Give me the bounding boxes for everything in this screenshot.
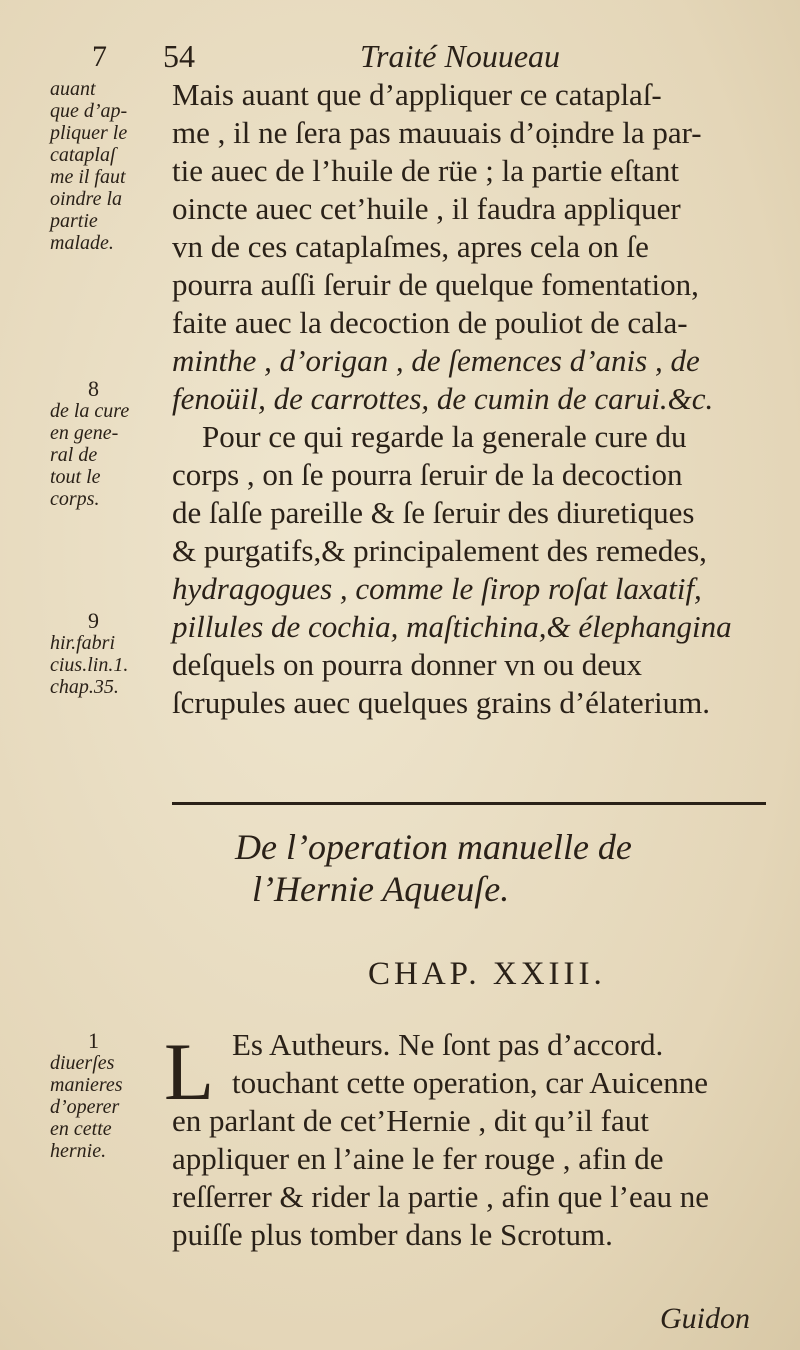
text-line: vn de ces cataplaſmes, apres cela on ſe xyxy=(172,229,649,264)
running-title: Traité Nouueau xyxy=(360,38,561,74)
text-line: minthe , d’origan , de ſemences d’anis , de xyxy=(172,343,700,378)
text-line: fenoüil, de carrottes, de cumin de carui.&c. xyxy=(172,381,714,416)
text-line: & purgatifs,& principalement des remedes, xyxy=(172,533,707,568)
text-line: pillules de cochia, maſtichina,& élephangina xyxy=(172,609,732,644)
text-line: puiſſe plus tomber dans le Scrotum. xyxy=(172,1217,613,1252)
margin-note-line: en cette xyxy=(50,1118,112,1140)
margin-note xyxy=(50,378,175,510)
margin-note-line: malade. xyxy=(50,232,114,254)
main-text-block xyxy=(172,76,772,722)
text-line: me , il ne ſera pas mauuais d’oịndre la par- xyxy=(172,115,702,150)
margin-note-line: partie xyxy=(50,210,98,232)
section-title: De l’operation manuelle de xyxy=(235,827,632,867)
margin-note-number: 1 xyxy=(88,1028,99,1053)
margin-note-line: manieres xyxy=(50,1074,123,1096)
margin-note xyxy=(50,1030,175,1162)
margin-note-line: hernie. xyxy=(50,1140,107,1162)
margin-note-line: me il faut xyxy=(50,166,126,188)
running-head xyxy=(0,34,800,74)
text-line: en parlant de cet’Hernie , dit qu’il faut xyxy=(172,1103,649,1138)
page-number: 54 xyxy=(163,38,195,74)
chapter-heading: CHAP. XXIII. xyxy=(368,956,606,992)
text-line: oincte auec cet’huile , il faudra appliquer xyxy=(172,191,681,226)
margin-note-line: auant xyxy=(50,78,96,100)
margin-note-number: 9 xyxy=(88,608,99,633)
margin-note-line: corps. xyxy=(50,488,100,510)
margin-note-line: oindre la xyxy=(50,188,123,210)
margin-note-line: tout le xyxy=(50,466,101,488)
text-line: pourra auſſi ſeruir de quelque fomentation, xyxy=(172,267,699,302)
chapter-text-block xyxy=(164,1026,772,1254)
margin-note-line: cataplaſ xyxy=(50,144,116,166)
text-line: appliquer en l’aine le fer rouge , afin de xyxy=(172,1141,664,1176)
text-line: ſcrupules auec quelques grains d’élaterium. xyxy=(172,685,710,720)
text-line: hydragogues , comme le ſirop roſat laxatif, xyxy=(172,571,702,606)
margin-note-line: diuerſes xyxy=(50,1052,115,1074)
margin-note-line: que d’ap- xyxy=(50,100,128,122)
margin-number: 7 xyxy=(92,40,107,73)
margin-note xyxy=(50,610,175,698)
text-line: tie auec de l’huile de rüe ; la partie eſtant xyxy=(172,153,679,188)
text-line: deſquels on pourra donner vn ou deux xyxy=(172,647,643,682)
text-line: reſſerrer & rider la partie , afin que l’eau ne xyxy=(172,1179,710,1214)
margin-note-line: ral de xyxy=(50,444,98,466)
catchword: Guidon xyxy=(660,1302,750,1335)
text-line: faite auec la decoction de pouliot de cala- xyxy=(172,305,688,340)
text-line: Es Autheurs. Ne ſont pas d’accord. xyxy=(232,1027,664,1062)
margin-note-line: en gene- xyxy=(50,422,119,444)
margin-note-line: cius.lin.1. xyxy=(50,654,129,676)
drop-cap: L xyxy=(164,1026,215,1117)
margin-note-line: pliquer le xyxy=(50,122,128,144)
margin-note xyxy=(50,78,175,254)
section-rule xyxy=(172,802,766,805)
text-line: corps , on ſe pourra ſeruir de la decoction xyxy=(172,457,683,492)
margin-note-line: chap.35. xyxy=(50,676,119,698)
text-line: de ſalſe pareille & ſe ſeruir des diuretiques xyxy=(172,495,695,530)
margin-note-number: 8 xyxy=(88,376,99,401)
section-title: l’Hernie Aqueuſe. xyxy=(252,869,510,909)
margin-note-line: d’operer xyxy=(50,1096,120,1118)
text-line: Pour ce qui regarde la generale cure du xyxy=(202,419,687,454)
text-line: touchant cette operation, car Auicenne xyxy=(232,1065,708,1100)
margin-note-line: hir.fabri xyxy=(50,632,116,654)
text-line: Mais auant que d’appliquer ce cataplaſ- xyxy=(172,77,662,112)
margin-note-line: de la cure xyxy=(50,400,130,422)
